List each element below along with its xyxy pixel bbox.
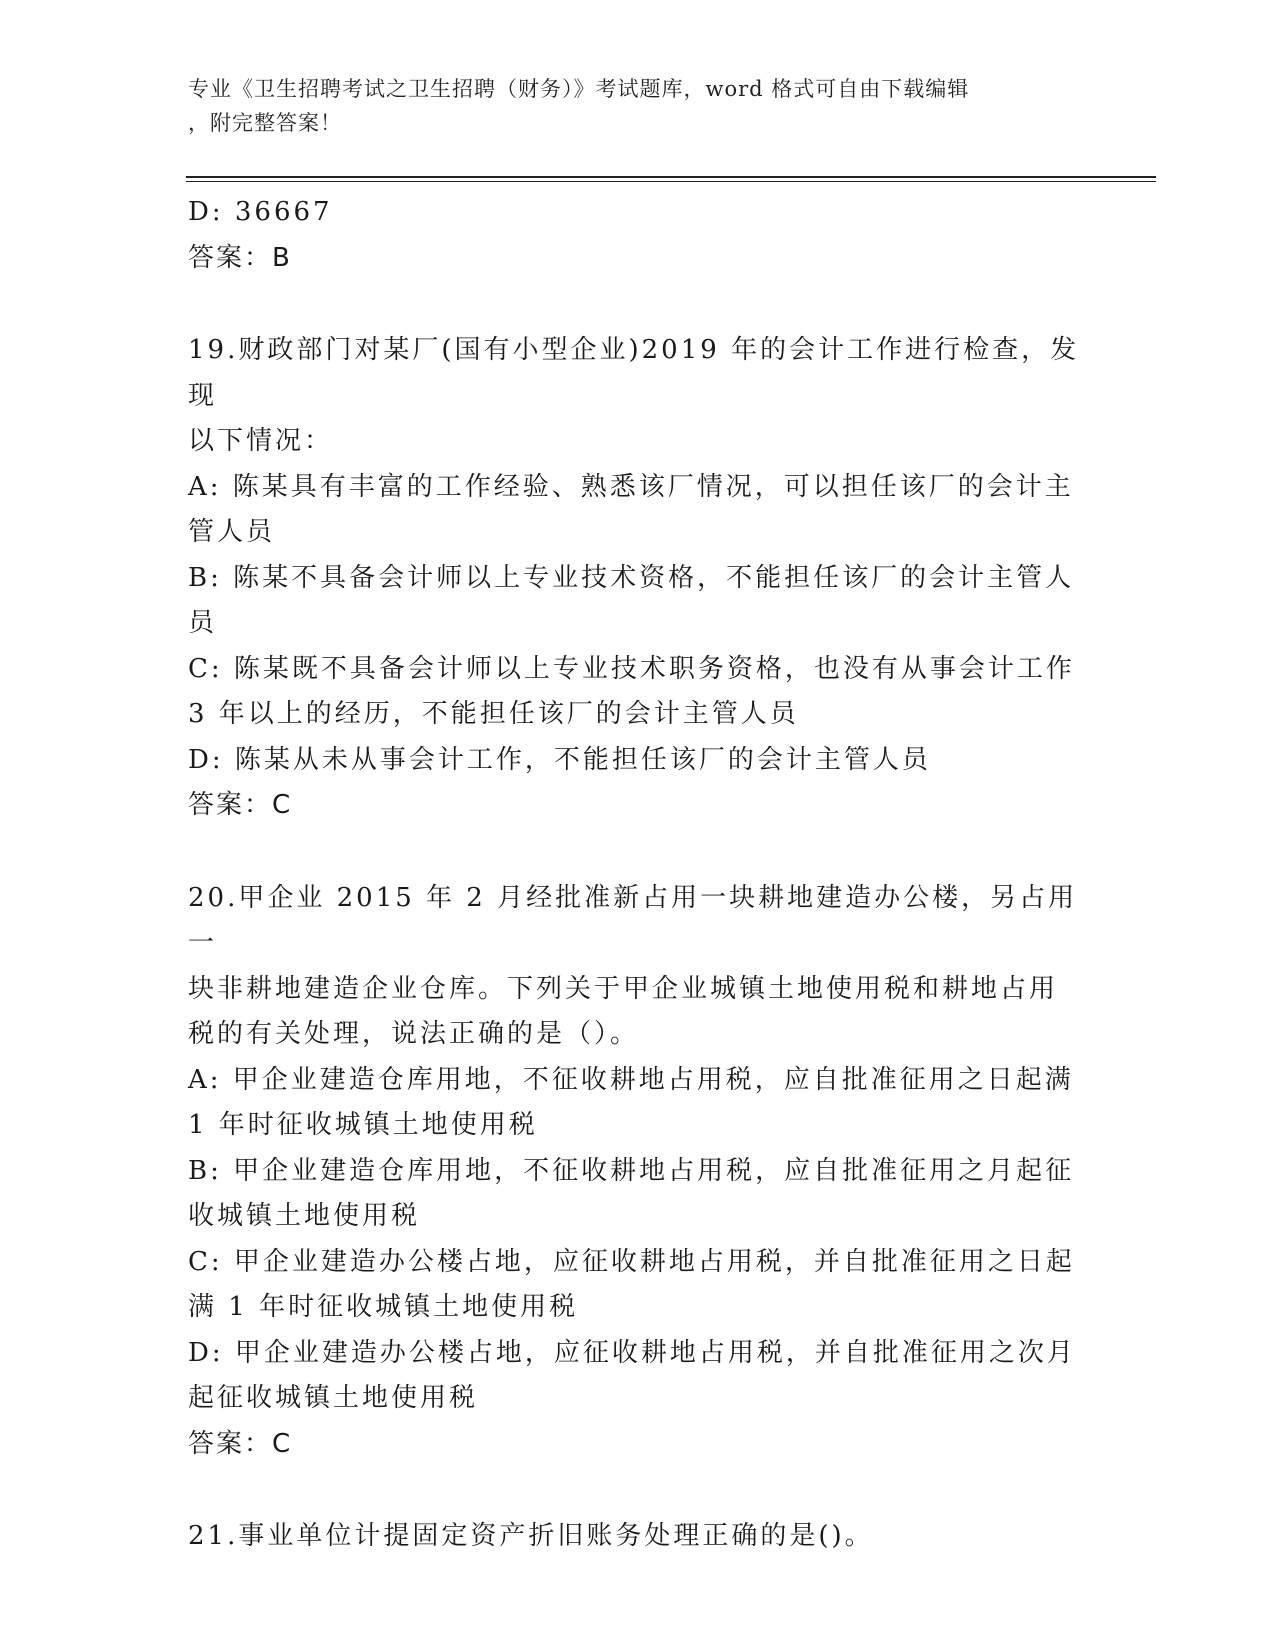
q19-option-c-line-2: 3 年以上的经历，不能担任该厂的会计主管人员 bbox=[188, 699, 799, 729]
q19-option-a-line-2: 管人员 bbox=[188, 517, 276, 547]
q19-option-c-line-1: C: 陈某既不具备会计师以上专业技术职务资格，也没有从事会计工作 bbox=[188, 653, 1075, 684]
header-rule-thin bbox=[186, 181, 1156, 182]
q19-option-b-line-2: 员 bbox=[188, 608, 218, 638]
header-line-1: 专业《卫生招聘考试之卫生招聘（财务）》考试题库，word 格式可自由下载编辑 bbox=[188, 77, 970, 101]
q20-option-d-line-2: 起征收城镇土地使用税 bbox=[188, 1383, 479, 1413]
page-header bbox=[188, 72, 1088, 140]
q20-option-d-line-1: D: 甲企业建造办公楼占地，应征收耕地占用税，并自批准征用之次月 bbox=[188, 1337, 1076, 1368]
prev-answer: 答案：B bbox=[188, 242, 292, 273]
header-line-2: ，附完整答案！ bbox=[188, 111, 342, 135]
question-21 bbox=[188, 1514, 1088, 1560]
question-19 bbox=[188, 328, 1088, 829]
q20-answer: 答案：C bbox=[188, 1428, 293, 1459]
q20-option-c-line-1: C: 甲企业建造办公楼占地，应征收耕地占用税，并自批准征用之日起 bbox=[188, 1246, 1075, 1277]
q20-stem-line-1: 20.甲企业 2015 年 2 月经批准新占用一块耕地建造办公楼，另占用一 bbox=[188, 882, 1078, 958]
question-content bbox=[188, 190, 1088, 1560]
spacer bbox=[188, 1467, 1088, 1514]
q20-option-a-line-1: A: 甲企业建造仓库用地，不征收耕地占用税，应自批准征用之日起满 bbox=[188, 1064, 1074, 1095]
q20-stem-line-3: 税的有关处理，说法正确的是（）。 bbox=[188, 1019, 640, 1049]
question-20 bbox=[188, 876, 1088, 1468]
prev-option-d: D: 36667 bbox=[188, 197, 333, 227]
q19-answer: 答案：C bbox=[188, 790, 293, 820]
q20-option-b-line-2: 收城镇土地使用税 bbox=[188, 1201, 421, 1231]
q20-option-a-line-2: 1 年时征收城镇土地使用税 bbox=[188, 1110, 538, 1140]
q19-option-d-line-1: D: 陈某从未从事会计工作，不能担任该厂的会计主管人员 bbox=[188, 744, 931, 775]
spacer bbox=[188, 829, 1088, 876]
spacer bbox=[188, 281, 1088, 328]
q19-stem-line-1: 19.财政部门对某厂(国有小型企业)2019 年的会计工作进行检查，发现 bbox=[188, 335, 1080, 411]
q20-stem-line-2: 块非耕地建造企业仓库。下列关于甲企业城镇土地使用税和耕地占用 bbox=[188, 973, 1059, 1004]
q20-option-c-line-2: 满 1 年时征收城镇土地使用税 bbox=[188, 1292, 579, 1322]
header-rule-thick bbox=[186, 176, 1156, 178]
q19-stem-line-2: 以下情况： bbox=[188, 426, 334, 456]
q19-option-b-line-1: B: 陈某不具备会计师以上专业技术资格，不能担任该厂的会计主管人 bbox=[188, 562, 1075, 593]
q21-stem-line-1: 21.事业单位计提固定资产折旧账务处理正确的是()。 bbox=[188, 1521, 874, 1551]
q19-option-a-line-1: A: 陈某具有丰富的工作经验、熟悉该厂情况，可以担任该厂的会计主 bbox=[188, 471, 1074, 502]
q20-option-b-line-1: B: 甲企业建造仓库用地，不征收耕地占用税，应自批准征用之月起征 bbox=[188, 1155, 1075, 1186]
